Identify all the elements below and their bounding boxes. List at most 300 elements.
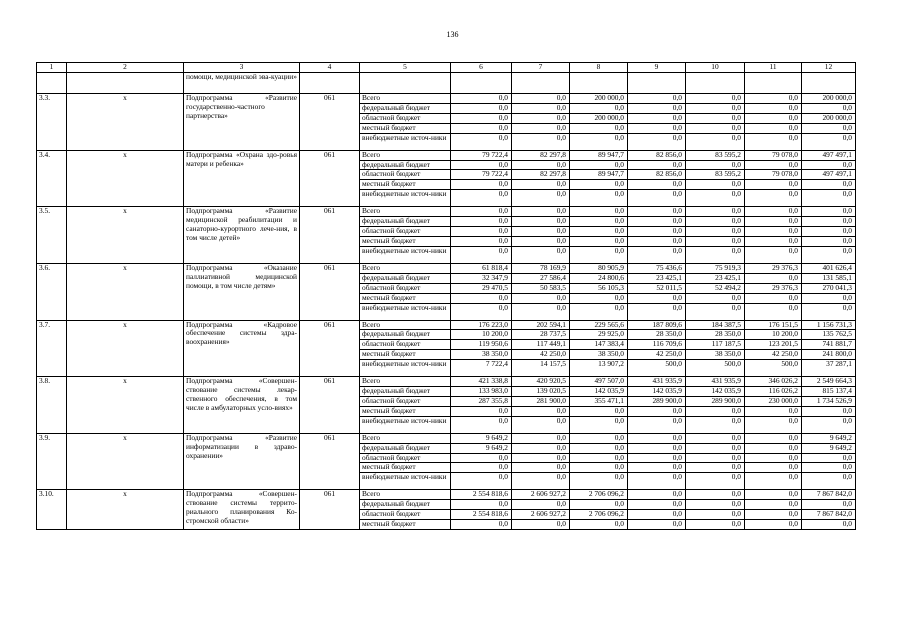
row-code: 061 <box>300 150 360 207</box>
amount-cell: 0,0 <box>512 406 570 416</box>
amount-cell: 0,0 <box>628 510 686 520</box>
page-number: 136 <box>446 30 459 39</box>
source-label: внебюджетные источ-ники <box>360 473 451 490</box>
amount-cell: 0,0 <box>451 123 512 133</box>
amount-cell: 0,0 <box>745 520 802 530</box>
source-label: внебюджетные источ-ники <box>360 133 451 150</box>
table-body <box>37 63 856 530</box>
amount-cell: 0,0 <box>686 160 745 170</box>
amount-cell: 0,0 <box>451 133 512 150</box>
amount-cell: 0,0 <box>745 190 802 207</box>
amount-cell: 0,0 <box>512 180 570 190</box>
amount-cell: 32 347,9 <box>451 273 512 283</box>
amount-cell: 0,0 <box>512 520 570 530</box>
budget-table <box>36 62 856 530</box>
amount-cell: 0,0 <box>802 133 856 150</box>
amount-cell: 80 905,9 <box>570 263 628 273</box>
col-header: 11 <box>745 63 802 73</box>
amount-cell: 0,0 <box>512 416 570 433</box>
amount-cell: 142 035,9 <box>570 387 628 397</box>
amount-cell: 0,0 <box>802 236 856 246</box>
col-header: 6 <box>451 63 512 73</box>
amount-cell: 184 387,5 <box>686 320 745 330</box>
amount-cell: 75 919,3 <box>686 263 745 273</box>
amount-cell: 42 250,0 <box>745 350 802 360</box>
table-row <box>37 150 856 160</box>
amount-cell: 0,0 <box>628 160 686 170</box>
table-row <box>37 433 856 443</box>
amount-cell: 0,0 <box>745 433 802 443</box>
amount-cell: 0,0 <box>628 236 686 246</box>
row-number: 3.7. <box>37 320 67 377</box>
amount-cell: 117 187,5 <box>686 340 745 350</box>
amount-cell: 139 020,5 <box>512 387 570 397</box>
amount-cell: 0,0 <box>451 520 512 530</box>
amount-cell: 0,0 <box>451 303 512 320</box>
source-label: местный бюджет <box>360 293 451 303</box>
amount-cell: 2 554 818,6 <box>451 510 512 520</box>
amount-cell: 0,0 <box>512 433 570 443</box>
amount-cell: 0,0 <box>628 490 686 500</box>
source-label: федеральный бюджет <box>360 160 451 170</box>
amount-cell: 0,0 <box>802 293 856 303</box>
amount-cell: 0,0 <box>570 293 628 303</box>
amount-cell: 7 722,4 <box>451 360 512 377</box>
amount-cell: 0,0 <box>628 453 686 463</box>
amount-cell: 0,0 <box>802 453 856 463</box>
amount-cell: 431 935,9 <box>628 377 686 387</box>
amount-cell: 0,0 <box>451 236 512 246</box>
amount-cell: 7 867 842,0 <box>802 490 856 500</box>
amount-cell: 2 606 927,2 <box>512 510 570 520</box>
amount-cell: 0,0 <box>512 113 570 123</box>
amount-cell: 135 762,5 <box>802 330 856 340</box>
amount-cell: 0,0 <box>686 500 745 510</box>
amount-cell: 147 383,4 <box>570 340 628 350</box>
amount-cell: 123 201,5 <box>745 340 802 350</box>
amount-cell: 9 649,2 <box>451 443 512 453</box>
amount-cell: 2 706 096,2 <box>570 510 628 520</box>
amount-cell: 0,0 <box>512 293 570 303</box>
amount-cell: 10 200,0 <box>451 330 512 340</box>
amount-cell: 0,0 <box>745 123 802 133</box>
amount-cell: 23 425,1 <box>686 273 745 283</box>
amount-cell: 10 200,0 <box>745 330 802 340</box>
row-code: 061 <box>300 320 360 377</box>
amount-cell: 0,0 <box>451 207 512 217</box>
amount-cell: 0,0 <box>802 160 856 170</box>
amount-cell: 0,0 <box>628 103 686 113</box>
amount-cell: 0,0 <box>451 190 512 207</box>
source-label: внебюджетные источ-ники <box>360 190 451 207</box>
amount-cell: 37 287,1 <box>802 360 856 377</box>
amount-cell: 270 041,3 <box>802 283 856 293</box>
amount-cell: 0,0 <box>686 207 745 217</box>
source-label: местный бюджет <box>360 350 451 360</box>
row-number: 3.9. <box>37 433 67 490</box>
amount-cell: 0,0 <box>512 473 570 490</box>
amount-cell: 0,0 <box>451 463 512 473</box>
amount-cell: 289 900,0 <box>628 396 686 406</box>
amount-cell: 0,0 <box>451 453 512 463</box>
amount-cell: 741 881,7 <box>802 340 856 350</box>
source-label: местный бюджет <box>360 236 451 246</box>
amount-cell: 0,0 <box>570 103 628 113</box>
amount-cell: 0,0 <box>686 406 745 416</box>
col-header: 9 <box>628 63 686 73</box>
amount-cell: 0,0 <box>745 160 802 170</box>
amount-cell: 0,0 <box>628 190 686 207</box>
amount-cell: 0,0 <box>745 273 802 283</box>
source-label: областной бюджет <box>360 396 451 406</box>
amount-cell: 0,0 <box>686 463 745 473</box>
amount-cell: 0,0 <box>745 94 802 104</box>
subprogram-name: Подпрограмма «Кадровое обеспечение системы здра-воохранения» <box>184 320 300 377</box>
amount-cell: 0,0 <box>745 217 802 227</box>
amount-cell: 431 935,9 <box>686 377 745 387</box>
amount-cell: 75 436,6 <box>628 263 686 273</box>
source-label: областной бюджет <box>360 510 451 520</box>
amount-cell: 200 000,0 <box>802 94 856 104</box>
row-number: 3.8. <box>37 377 67 434</box>
col-header: 8 <box>570 63 628 73</box>
amount-cell: 0,0 <box>570 406 628 416</box>
source-label: внебюджетные источ-ники <box>360 303 451 320</box>
table-row <box>37 320 856 330</box>
amount-cell: 1 734 526,9 <box>802 396 856 406</box>
amount-cell: 0,0 <box>686 113 745 123</box>
amount-cell: 0,0 <box>570 207 628 217</box>
amount-cell: 0,0 <box>745 180 802 190</box>
amount-cell: 0,0 <box>802 416 856 433</box>
amount-cell: 0,0 <box>686 510 745 520</box>
amount-cell: 117 449,1 <box>512 340 570 350</box>
amount-cell: 200 000,0 <box>802 113 856 123</box>
table-row <box>37 263 856 273</box>
amount-cell: 0,0 <box>628 133 686 150</box>
source-label: федеральный бюджет <box>360 330 451 340</box>
amount-cell: 56 105,3 <box>570 283 628 293</box>
amount-cell: 0,0 <box>802 463 856 473</box>
amount-cell: 0,0 <box>628 303 686 320</box>
amount-cell: 24 800,6 <box>570 273 628 283</box>
source-label: местный бюджет <box>360 406 451 416</box>
amount-cell: 421 338,8 <box>451 377 512 387</box>
col-header: 10 <box>686 63 745 73</box>
col-header: 1 <box>37 63 67 73</box>
amount-cell: 281 900,0 <box>512 396 570 406</box>
amount-cell: 9 649,2 <box>451 433 512 443</box>
amount-cell: 0,0 <box>686 236 745 246</box>
amount-cell: 0,0 <box>628 406 686 416</box>
row-number: 3.3. <box>37 94 67 151</box>
amount-cell: 0,0 <box>802 207 856 217</box>
amount-cell: 0,0 <box>628 246 686 263</box>
amount-cell: 202 594,1 <box>512 320 570 330</box>
amount-cell: 0,0 <box>451 160 512 170</box>
amount-cell: 287 355,8 <box>451 396 512 406</box>
amount-cell: 0,0 <box>512 227 570 237</box>
amount-cell: 0,0 <box>628 113 686 123</box>
amount-cell: 0,0 <box>512 133 570 150</box>
source-label: местный бюджет <box>360 463 451 473</box>
amount-cell: 9 649,2 <box>802 443 856 453</box>
amount-cell: 0,0 <box>802 227 856 237</box>
amount-cell: 79 078,0 <box>745 170 802 180</box>
amount-cell: 0,0 <box>745 490 802 500</box>
amount-cell: 0,0 <box>628 217 686 227</box>
table-row <box>37 377 856 387</box>
amount-cell: 497 497,1 <box>802 170 856 180</box>
amount-cell: 9 649,2 <box>802 433 856 443</box>
table-row <box>37 207 856 217</box>
amount-cell: 0,0 <box>686 133 745 150</box>
amount-cell: 0,0 <box>512 217 570 227</box>
amount-cell: 0,0 <box>570 236 628 246</box>
col-header: 7 <box>512 63 570 73</box>
amount-cell: 1 156 731,3 <box>802 320 856 330</box>
amount-cell: 0,0 <box>512 246 570 263</box>
amount-cell: 0,0 <box>512 303 570 320</box>
amount-cell: 0,0 <box>451 94 512 104</box>
amount-cell: 131 585,1 <box>802 273 856 283</box>
amount-cell: 0,0 <box>451 416 512 433</box>
source-label: местный бюджет <box>360 180 451 190</box>
source-label: федеральный бюджет <box>360 103 451 113</box>
amount-cell: 14 157,5 <box>512 360 570 377</box>
row-number: 3.4. <box>37 150 67 207</box>
row-x: х <box>67 150 184 207</box>
amount-cell: 0,0 <box>745 207 802 217</box>
amount-cell: 78 169,9 <box>512 263 570 273</box>
amount-cell: 0,0 <box>512 190 570 207</box>
subprogram-name: Подпрограмма «Развитие информатизации в здраво-охранении» <box>184 433 300 490</box>
amount-cell: 0,0 <box>628 443 686 453</box>
amount-cell: 815 137,4 <box>802 387 856 397</box>
amount-cell: 13 907,2 <box>570 360 628 377</box>
amount-cell: 82 297,8 <box>512 170 570 180</box>
row-x: х <box>67 320 184 377</box>
amount-cell: 0,0 <box>745 293 802 303</box>
amount-cell: 0,0 <box>451 217 512 227</box>
amount-cell: 28 350,0 <box>686 330 745 340</box>
amount-cell: 0,0 <box>628 293 686 303</box>
amount-cell: 230 000,0 <box>745 396 802 406</box>
amount-cell: 0,0 <box>686 520 745 530</box>
amount-cell: 0,0 <box>686 103 745 113</box>
amount-cell: 401 626,4 <box>802 263 856 273</box>
amount-cell: 0,0 <box>512 123 570 133</box>
amount-cell: 0,0 <box>570 453 628 463</box>
amount-cell: 142 035,9 <box>628 387 686 397</box>
row-x: х <box>67 263 184 320</box>
amount-cell: 28 737,5 <box>512 330 570 340</box>
amount-cell: 0,0 <box>570 246 628 263</box>
amount-cell: 0,0 <box>570 473 628 490</box>
amount-cell: 0,0 <box>512 453 570 463</box>
subprogram-name: Подпрограмма «Совершен-ствование системы лекар-ственного обеспечения, в том числе в амбулаторных усло-виях» <box>184 377 300 434</box>
col-header: 5 <box>360 63 451 73</box>
source-label: Всего <box>360 433 451 443</box>
amount-cell: 119 950,6 <box>451 340 512 350</box>
amount-cell: 500,0 <box>686 360 745 377</box>
amount-cell: 0,0 <box>570 123 628 133</box>
amount-cell: 187 809,6 <box>628 320 686 330</box>
amount-cell: 0,0 <box>628 227 686 237</box>
amount-cell: 0,0 <box>802 406 856 416</box>
table-row <box>37 490 856 500</box>
amount-cell: 0,0 <box>745 133 802 150</box>
row-code: 061 <box>300 490 360 530</box>
subprogram-name: Подпрограмма «Совершен-ствование системы террито-риального планирования Ко-стромской области» <box>184 490 300 530</box>
col-header: 12 <box>802 63 856 73</box>
row-number: 3.6. <box>37 263 67 320</box>
amount-cell: 0,0 <box>628 207 686 217</box>
source-label: Всего <box>360 263 451 273</box>
amount-cell: 0,0 <box>570 416 628 433</box>
amount-cell: 27 586,4 <box>512 273 570 283</box>
amount-cell: 0,0 <box>512 160 570 170</box>
amount-cell: 289 900,0 <box>686 396 745 406</box>
row-x: х <box>67 377 184 434</box>
amount-cell: 0,0 <box>628 94 686 104</box>
amount-cell: 0,0 <box>745 443 802 453</box>
subprogram-name: Подпрограмма «Развитие государственно-частного партнерства» <box>184 94 300 151</box>
amount-cell: 0,0 <box>451 180 512 190</box>
amount-cell: 0,0 <box>802 500 856 510</box>
amount-cell: 79 722,4 <box>451 170 512 180</box>
amount-cell: 241 800,0 <box>802 350 856 360</box>
amount-cell: 229 565,6 <box>570 320 628 330</box>
amount-cell: 0,0 <box>802 123 856 133</box>
amount-cell: 500,0 <box>628 360 686 377</box>
amount-cell: 0,0 <box>745 246 802 263</box>
amount-cell: 0,0 <box>570 133 628 150</box>
amount-cell: 7 867 842,0 <box>802 510 856 520</box>
source-label: Всего <box>360 207 451 217</box>
source-label: внебюджетные источ-ники <box>360 246 451 263</box>
amount-cell: 0,0 <box>686 473 745 490</box>
source-label: областной бюджет <box>360 283 451 293</box>
amount-cell: 42 250,0 <box>628 350 686 360</box>
row-code: 061 <box>300 433 360 490</box>
amount-cell: 0,0 <box>802 103 856 113</box>
amount-cell: 420 920,5 <box>512 377 570 387</box>
amount-cell: 38 350,0 <box>570 350 628 360</box>
amount-cell: 0,0 <box>570 433 628 443</box>
amount-cell: 0,0 <box>686 123 745 133</box>
amount-cell: 0,0 <box>802 190 856 207</box>
amount-cell: 52 494,2 <box>686 283 745 293</box>
amount-cell: 0,0 <box>570 217 628 227</box>
amount-cell: 0,0 <box>451 103 512 113</box>
amount-cell: 0,0 <box>451 113 512 123</box>
subprogram-name: Подпрограмма «Оказание паллиативной медицинской помощи, в том числе детям» <box>184 263 300 320</box>
amount-cell: 2 554 818,6 <box>451 490 512 500</box>
amount-cell: 0,0 <box>628 500 686 510</box>
amount-cell: 0,0 <box>686 180 745 190</box>
amount-cell: 0,0 <box>745 113 802 123</box>
source-label: федеральный бюджет <box>360 500 451 510</box>
amount-cell: 0,0 <box>802 246 856 263</box>
amount-cell: 83 595,2 <box>686 150 745 160</box>
amount-cell: 29 470,5 <box>451 283 512 293</box>
amount-cell: 0,0 <box>802 303 856 320</box>
table-row <box>37 94 856 104</box>
amount-cell: 0,0 <box>802 520 856 530</box>
amount-cell: 116 026,2 <box>745 387 802 397</box>
source-label: областной бюджет <box>360 453 451 463</box>
amount-cell: 176 223,0 <box>451 320 512 330</box>
amount-cell: 83 595,2 <box>686 170 745 180</box>
amount-cell: 0,0 <box>745 453 802 463</box>
source-label: местный бюджет <box>360 520 451 530</box>
source-label: внебюджетные источ-ники <box>360 360 451 377</box>
amount-cell: 0,0 <box>686 490 745 500</box>
amount-cell: 0,0 <box>512 207 570 217</box>
amount-cell: 0,0 <box>686 246 745 263</box>
continuation-row <box>37 73 856 94</box>
amount-cell: 0,0 <box>512 103 570 113</box>
amount-cell: 0,0 <box>570 160 628 170</box>
amount-cell: 0,0 <box>686 190 745 207</box>
amount-cell: 0,0 <box>570 500 628 510</box>
source-label: Всего <box>360 490 451 500</box>
amount-cell: 0,0 <box>628 433 686 443</box>
amount-cell: 0,0 <box>512 463 570 473</box>
amount-cell: 82 856,0 <box>628 150 686 160</box>
source-label: внебюджетные источ-ники <box>360 416 451 433</box>
row-x: х <box>67 94 184 151</box>
amount-cell: 0,0 <box>745 416 802 433</box>
amount-cell: 2 549 664,3 <box>802 377 856 387</box>
amount-cell: 0,0 <box>570 190 628 207</box>
amount-cell: 500,0 <box>745 360 802 377</box>
amount-cell: 346 026,2 <box>745 377 802 387</box>
source-label: федеральный бюджет <box>360 217 451 227</box>
amount-cell: 0,0 <box>570 227 628 237</box>
amount-cell: 133 983,0 <box>451 387 512 397</box>
amount-cell: 0,0 <box>745 500 802 510</box>
source-label: Всего <box>360 94 451 104</box>
amount-cell: 0,0 <box>451 500 512 510</box>
amount-cell: 52 011,5 <box>628 283 686 293</box>
amount-cell: 0,0 <box>451 227 512 237</box>
amount-cell: 0,0 <box>570 180 628 190</box>
amount-cell: 0,0 <box>686 416 745 433</box>
amount-cell: 61 818,4 <box>451 263 512 273</box>
amount-cell: 2 706 096,2 <box>570 490 628 500</box>
amount-cell: 0,0 <box>686 293 745 303</box>
source-label: федеральный бюджет <box>360 443 451 453</box>
source-label: областной бюджет <box>360 113 451 123</box>
row-code: 061 <box>300 263 360 320</box>
amount-cell: 0,0 <box>570 303 628 320</box>
amount-cell: 0,0 <box>686 217 745 227</box>
amount-cell: 176 151,5 <box>745 320 802 330</box>
source-label: федеральный бюджет <box>360 387 451 397</box>
amount-cell: 29 376,3 <box>745 263 802 273</box>
amount-cell: 2 606 927,2 <box>512 490 570 500</box>
source-label: федеральный бюджет <box>360 273 451 283</box>
amount-cell: 0,0 <box>745 406 802 416</box>
source-label: Всего <box>360 377 451 387</box>
amount-cell: 0,0 <box>745 236 802 246</box>
continuation-text: помощи, медицинской эва-куации» <box>184 73 300 94</box>
row-x: х <box>67 207 184 264</box>
amount-cell: 0,0 <box>512 94 570 104</box>
amount-cell: 142 035,9 <box>686 387 745 397</box>
